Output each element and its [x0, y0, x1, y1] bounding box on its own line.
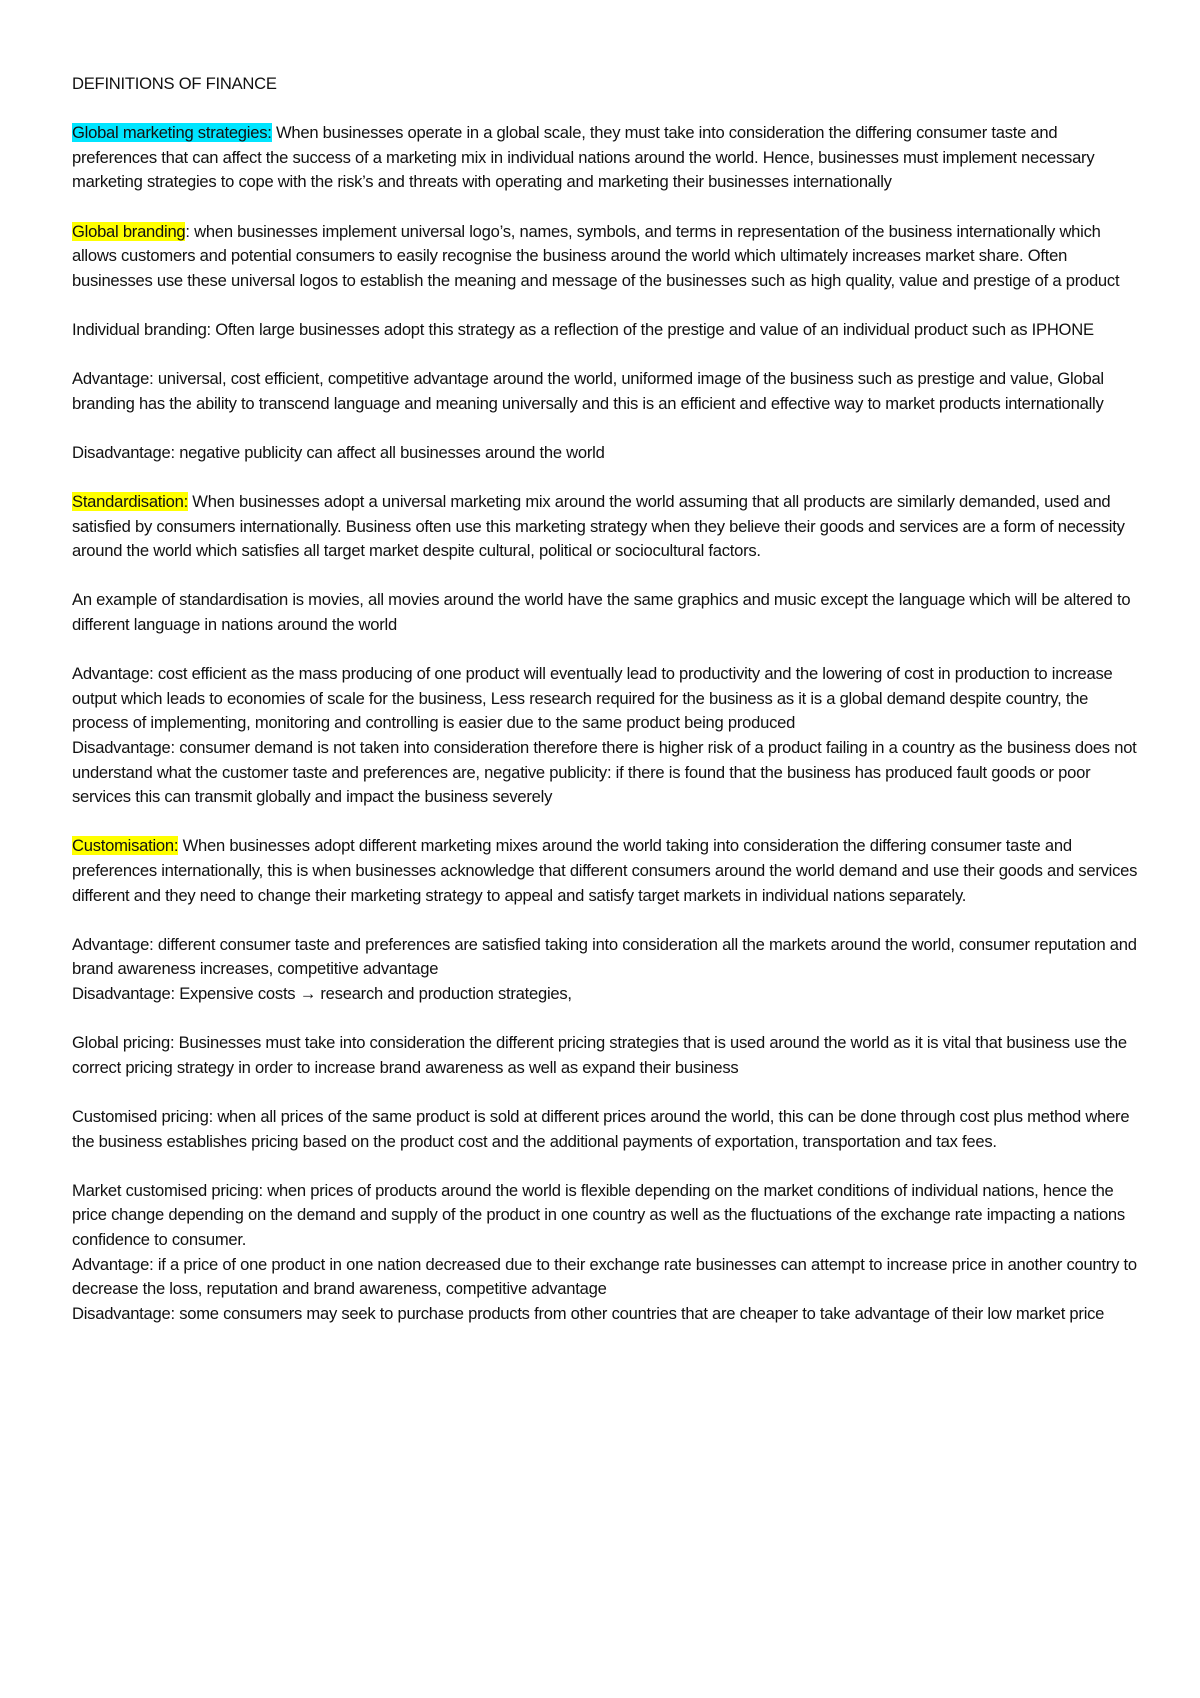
- term-global-marketing-strategies: Global marketing strategies:: [72, 123, 272, 143]
- document-page: [72, 72, 1140, 1326]
- paragraph-standardisation-disadvantage: Disadvantage: consumer demand is not taken into consideration therefore there is higher risk of a product failing in a country as the business does not understand what the customer taste and preferences are, negative publicity: if there is found that the business has produced fault goods or poor services this can transmit globally and impact the business severely: [72, 738, 1137, 807]
- definition-text: : when businesses implement universal logo’s, names, symbols, and terms in representation of the business internationally which allows customers and potential consumers to easily recognise the business around the world which ultimately increases market share. Often businesses use these universal logos to establish the meaning and message of the businesses such as high quality, value and prestige of a product: [72, 221, 1120, 290]
- paragraph-customised-pricing: Customised pricing: when all prices of the same product is sold at different prices around the world, this can be done through cost plus method where the business establishes pricing based on the product cost and the additional payments of exportation, transportation and tax fees.: [72, 1106, 1130, 1151]
- paragraph-pricing-disadvantage: Disadvantage: some consumers may seek to purchase products from other countries that are cheaper to take advantage of their low market price: [72, 1303, 1105, 1323]
- paragraph-branding-disadvantage: Disadvantage: negative publicity can affect all businesses around the world: [72, 442, 605, 462]
- paragraph-global-branding: [72, 220, 1140, 294]
- term-customisation: Customisation:: [72, 836, 179, 856]
- definition-text: When businesses operate in a global scale, they must take into consideration the differing consumer taste and preferences that can affect the success of a marketing mix in individual nations around the world. Hence, businesses must implement necessary marketing strategies to cope with the risk’s and threats with operating and marketing their businesses internationally: [72, 123, 1095, 192]
- paragraph-market-customised-pricing: Market customised pricing: when prices of products around the world is flexible depending on the market conditions of individual nations, hence the price change depending on the demand and supply of the product in one country as well as the fluctuations of the exchange rate impacting a nations confidence to consumer.: [72, 1180, 1125, 1249]
- paragraph-customisation-disadvantage: Disadvantage: Expensive costs → research and production strategies,: [72, 983, 572, 1003]
- paragraph-global-pricing: Global pricing: Businesses must take into consideration the different pricing strategies that is used around the world as it is vital that business use the correct pricing strategy in order to increase brand awareness as well as expand their business: [72, 1033, 1127, 1077]
- paragraph-standardisation: [72, 490, 1140, 564]
- paragraph-branding-advantage: Advantage: universal, cost efficient, competitive advantage around the world, uniformed image of the business such as prestige and value, Global branding has the ability to transcend language and meaning universally and this is an efficient and effective way to market products internationally: [72, 369, 1104, 413]
- document-title: DEFINITIONS OF FINANCE: [72, 74, 277, 93]
- paragraph-standardisation-example: An example of standardisation is movies, all movies around the world have the same graphics and music except the language which will be altered to different language in nations around the world: [72, 590, 1131, 635]
- paragraph-global-marketing: [72, 121, 1140, 195]
- paragraph-customisation-advantage: Advantage: different consumer taste and preferences are satisfied taking into consideration all the markets around the world, consumer reputation and brand awareness increases, competitive advantage: [72, 934, 1137, 979]
- definition-text: When businesses adopt a universal marketing mix around the world assuming that all products are similarly demanded, used and satisfied by consumers internationally. Business often use this marketing strategy when they believe their goods and services are a form of necessity around the world which satisfies all target market despite cultural, political or sociocultural factors.: [72, 492, 1125, 561]
- term-global-branding: Global branding: [72, 221, 186, 241]
- paragraph-standardisation-advantage: Advantage: cost efficient as the mass producing of one product will eventually lead to productivity and the lowering of cost in production to increase output which leads to economies of scale for the business, Less research required for the business as it is a global demand despite country, the process of implementing, monitoring and controlling is easier due to the same product being produced: [72, 664, 1113, 733]
- definition-text: When businesses adopt different marketing mixes around the world taking into consideration the differing consumer taste and preferences internationally, this is when businesses acknowledge that different consumers around the world demand and use their goods and services different and they need to change their marketing strategy to appeal and satisfy target markets in individual nations separately.: [72, 836, 1138, 905]
- paragraph-customisation: [72, 834, 1140, 908]
- paragraph-pricing-advantage: Advantage: if a price of one product in one nation decreased due to their exchange rate businesses can attempt to increase price in another country to decrease the loss, reputation and brand awareness, competitive advantage: [72, 1254, 1137, 1299]
- term-standardisation: Standardisation:: [72, 492, 188, 512]
- paragraph-individual-branding: Individual branding: Often large businesses adopt this strategy as a reflection of the prestige and value of an individual product such as IPHONE: [72, 319, 1094, 339]
